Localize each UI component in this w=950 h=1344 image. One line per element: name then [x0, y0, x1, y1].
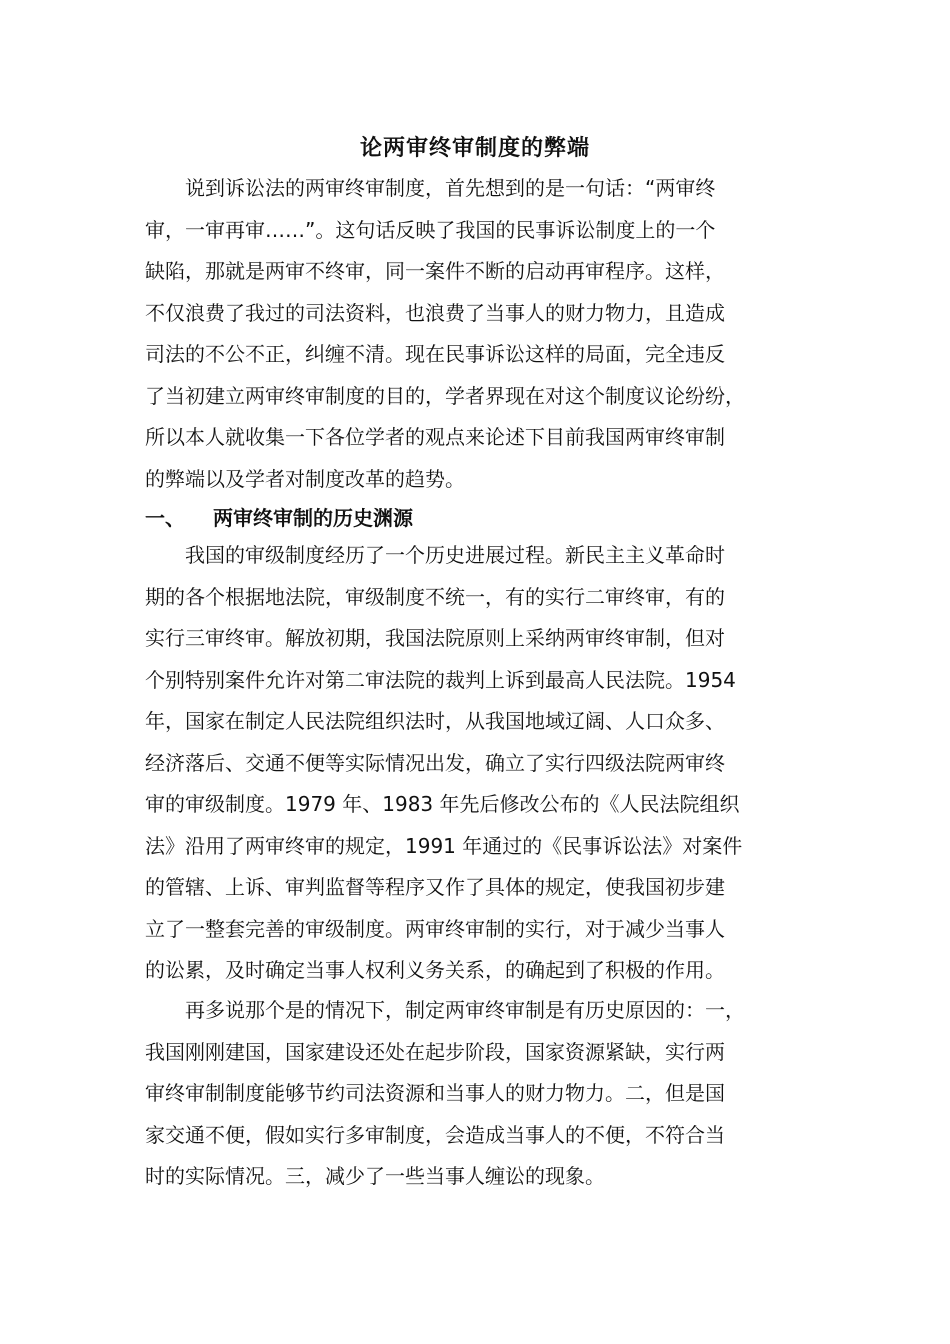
intro-line: 说到诉讼法的两审终审制度，首先想到的是一句话：“两审终 — [185, 176, 716, 200]
paragraph-line: 期的各个根据地法院，审级制度不统一，有的实行二审终审，有的 — [145, 584, 725, 609]
paragraph-line: 我国刚刚建国，国家建设还处在起步阶段，国家资源紧缺，实行两 — [145, 1039, 725, 1064]
section1-paragraph1 — [145, 535, 810, 992]
paragraph-line: 实行三审终审。解放初期，我国法院原则上采纳两审终审制，但对 — [145, 626, 725, 650]
paragraph-line: 年，国家在制定人民法院组织法时，从我国地域辽阔、人口众多、 — [145, 709, 725, 733]
paragraph-line: 的管辖、上诉、审判监督等程序又作了具体的规定，使我国初步建 — [145, 875, 725, 899]
intro-line: 不仅浪费了我过的司法资料，也浪费了当事人的财力物力，且造成 — [145, 300, 725, 325]
paragraph-line: 家交通不便，假如实行多审制度，会造成当事人的不便，不符合当 — [145, 1122, 725, 1147]
intro-paragraph — [145, 168, 810, 500]
paragraph-line: 再多说那个是的情况下，制定两审终审制是有历史原因的：一， — [185, 998, 745, 1022]
paragraph-line: 我国的审级制度经历了一个历史进展过程。新民主主义革命时 — [185, 543, 725, 567]
paragraph-line: 立了一整套完善的审级制度。两审终审制的实行，对于减少当事人 — [145, 916, 725, 941]
paragraph-line: 时的实际情况。三，减少了一些当事人缠讼的现象。 — [145, 1164, 605, 1188]
document-title: 论两审终审制度的弊端 — [359, 136, 590, 161]
paragraph-line: 的讼累，及时确定当事人权利义务关系，的确起到了积极的作用。 — [145, 958, 725, 982]
section-heading — [145, 500, 413, 536]
intro-line: 审，一审再审……”。这句话反映了我国的民事诉讼制度上的一个 — [145, 217, 716, 242]
paragraph-line: 审终审制制度能够节约司法资源和当事人的财力物力。二，但是国 — [145, 1081, 725, 1105]
paragraph-line: 个别特别案件允许对第二审法院的裁判上诉到最高人民法院。1954 — [145, 667, 736, 692]
paragraph-line: 审的审级制度。1979 年、1983 年先后修改公布的《人民法院组织 — [145, 792, 740, 816]
intro-line: 司法的不公不正，纠缠不清。现在民事诉讼这样的局面，完全违反 — [145, 342, 725, 366]
section-number: 一、 — [145, 506, 185, 530]
paragraph-line: 经济落后、交通不便等实际情况出发，确立了实行四级法院两审终 — [145, 750, 725, 775]
section-title: 两审终审制的历史渊源 — [213, 506, 413, 530]
section1-paragraph2 — [145, 990, 810, 1198]
intro-line: 的弊端以及学者对制度改革的趋势。 — [145, 466, 465, 491]
intro-line: 所以本人就收集一下各位学者的观点来论述下目前我国两审终审制 — [145, 425, 725, 449]
paragraph-line: 法》沿用了两审终审的规定，1991 年通过的《民事诉讼法》对案件 — [145, 833, 743, 858]
intro-line: 缺陷，那就是两审不终审，同一案件不断的启动再审程序。这样， — [145, 259, 725, 283]
intro-line: 了当初建立两审终审制度的目的，学者界现在对这个制度议论纷纷， — [145, 383, 745, 408]
